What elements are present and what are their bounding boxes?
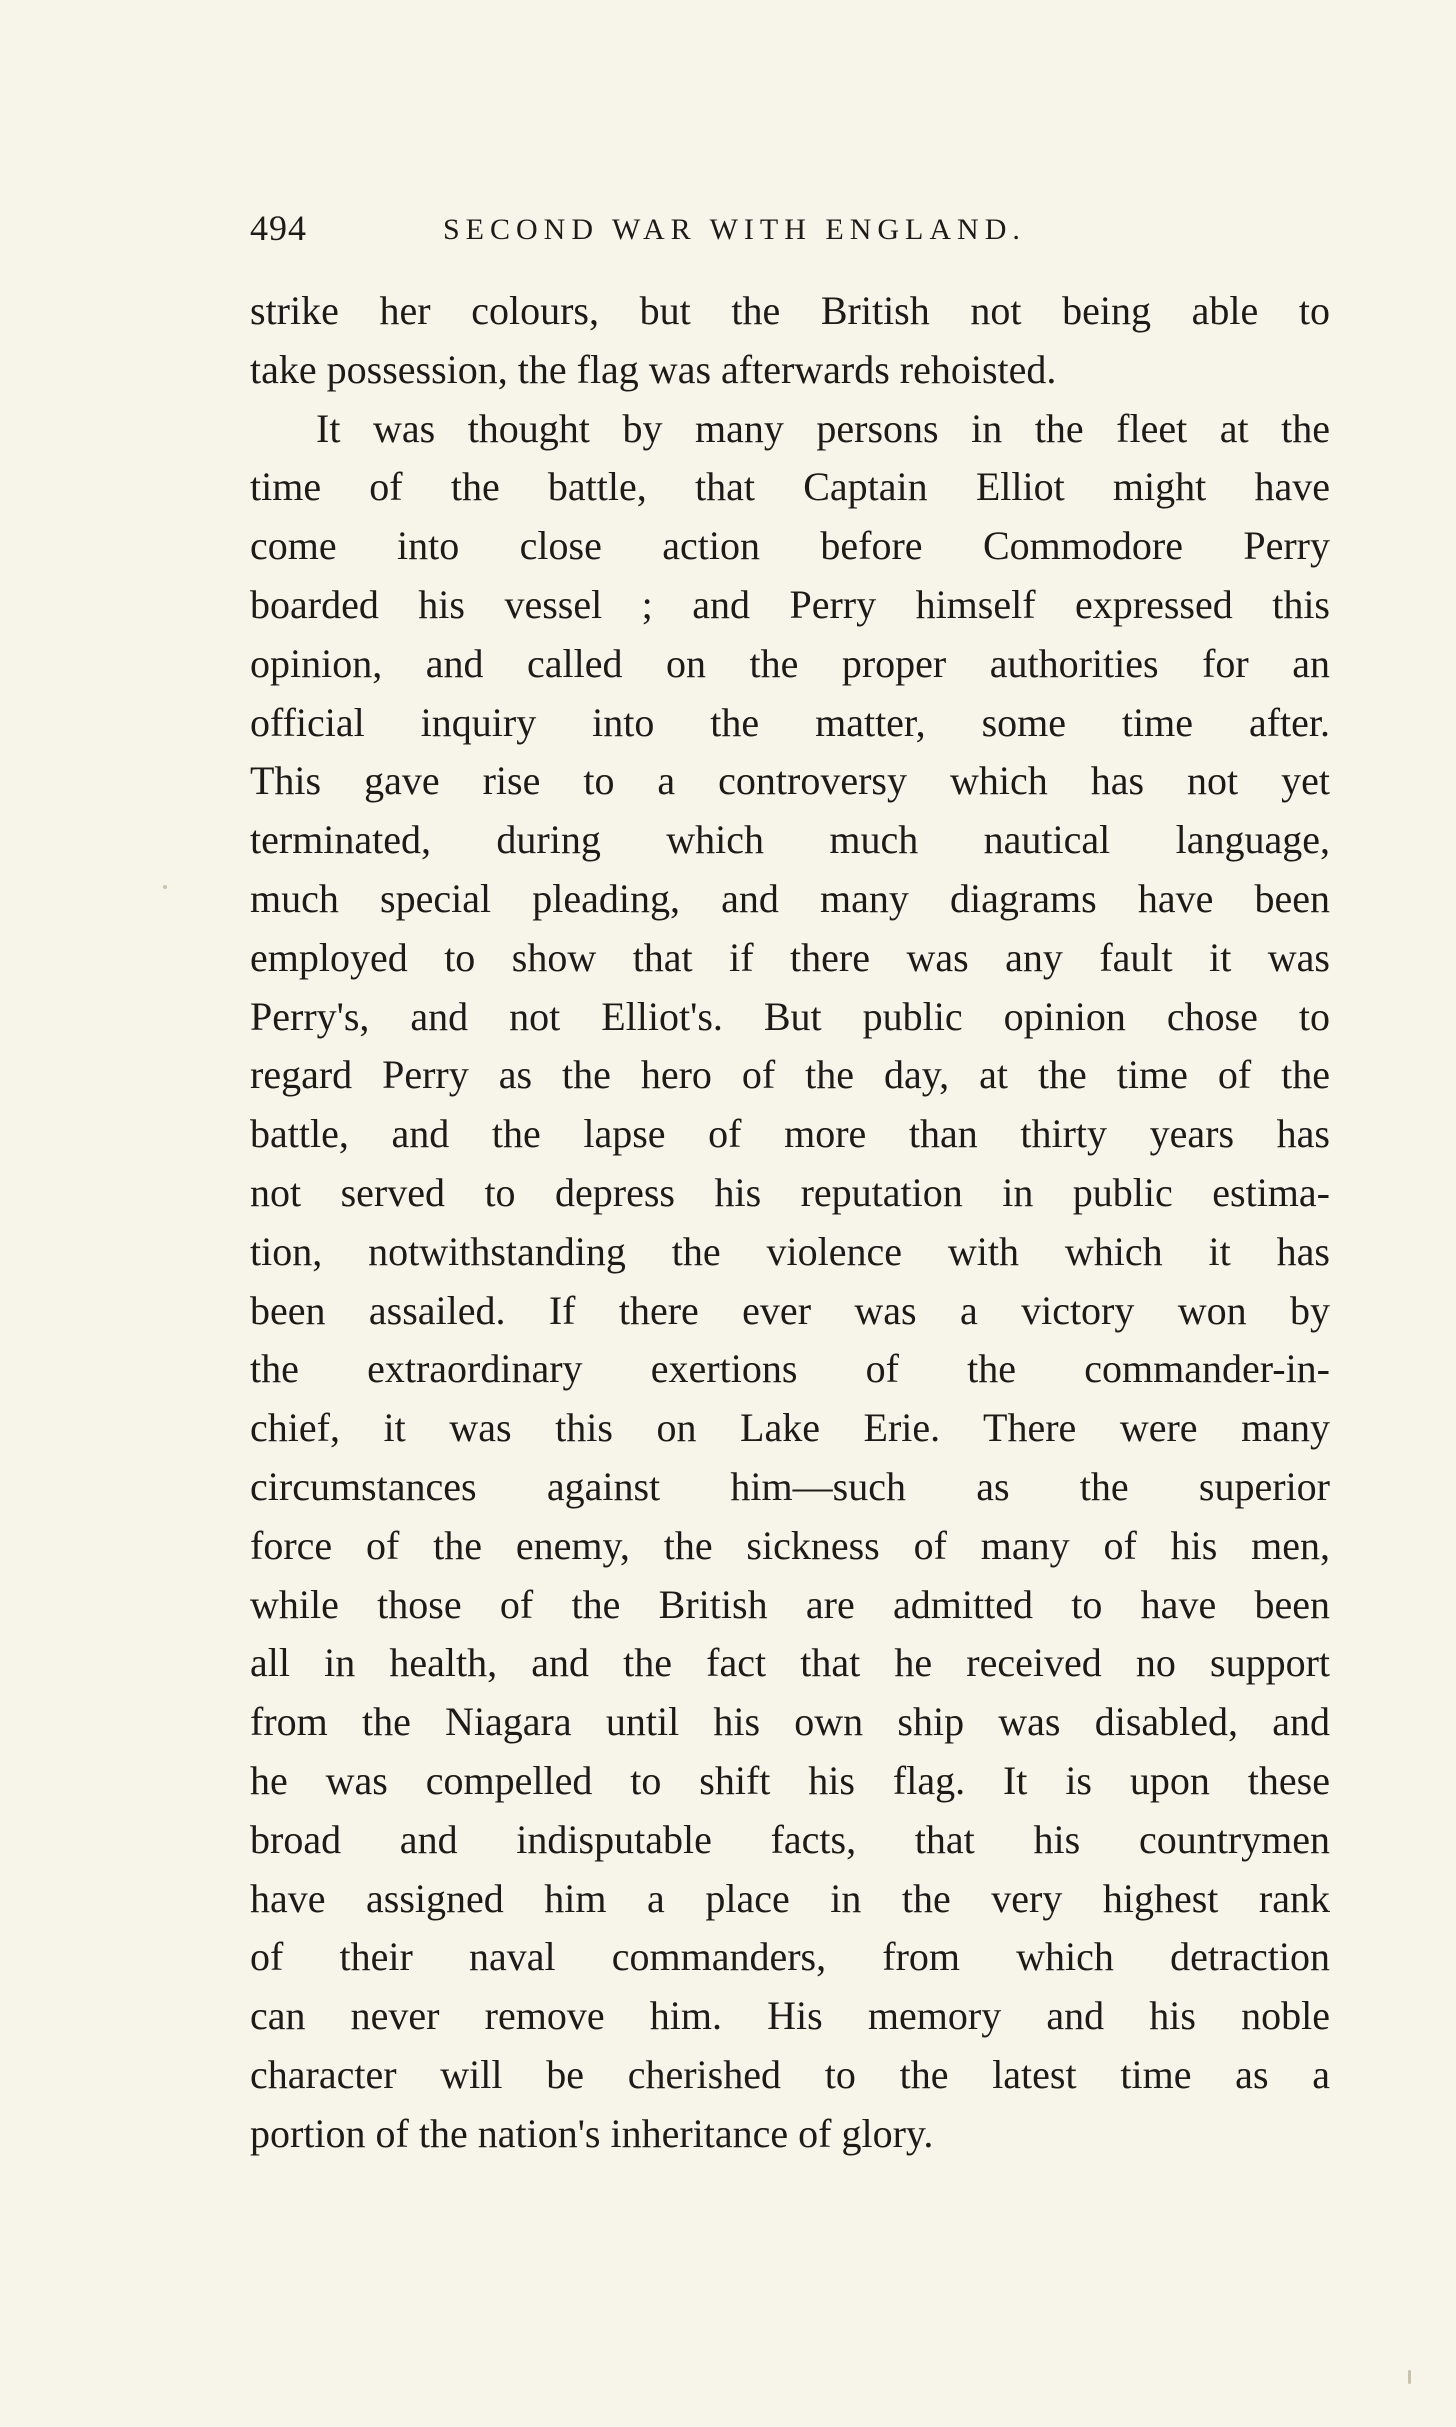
text-line: much special pleading, and many diagrams have been bbox=[250, 875, 1330, 921]
text-line: from the Niagara until his own ship was disabled, and bbox=[250, 1699, 1330, 1745]
text-line: of their naval commanders, from which detraction bbox=[250, 1934, 1330, 1980]
text-line: broad and indisputable facts, that his countrymen bbox=[250, 1816, 1330, 1862]
text-line: This gave rise to a controversy which has not yet bbox=[250, 758, 1330, 804]
text-line: have assigned him a place in the very highest rank bbox=[250, 1875, 1330, 1921]
text-line: chief, it was this on Lake Erie. There were many bbox=[250, 1405, 1330, 1451]
text-line: circumstances against him—such as the superior bbox=[250, 1463, 1330, 1509]
text-line: force of the enemy, the sickness of many of his men, bbox=[250, 1522, 1330, 1568]
body-text bbox=[250, 282, 1330, 2164]
text-line: while those of the British are admitted to have been bbox=[250, 1581, 1330, 1627]
text-line: battle, and the lapse of more than thirty years has bbox=[250, 1111, 1330, 1157]
text-line: time of the battle, that Captain Elliot might have bbox=[250, 464, 1330, 510]
text-line: come into close action before Commodore Perry bbox=[250, 523, 1330, 569]
paragraph bbox=[250, 282, 1330, 400]
text-line: he was compelled to shift his flag. It is upon these bbox=[250, 1757, 1330, 1803]
paper-speck bbox=[1408, 2370, 1411, 2384]
paragraph bbox=[250, 400, 1330, 2164]
text-line: Perry's, and not Elliot's. But public opinion chose to bbox=[250, 993, 1330, 1039]
text-line: employed to show that if there was any fault it was bbox=[250, 934, 1330, 980]
text-line: take possession, the flag was afterwards rehoisted. bbox=[250, 346, 1057, 392]
page-number: 494 bbox=[250, 208, 307, 248]
running-title: SECOND WAR WITH ENGLAND. bbox=[443, 213, 1026, 246]
text-line: all in health, and the fact that he received no support bbox=[250, 1640, 1330, 1686]
running-head bbox=[250, 204, 1330, 254]
text-line: opinion, and called on the proper authorities for an bbox=[250, 640, 1330, 686]
text-line: It was thought by many persons in the fleet at the bbox=[316, 405, 1330, 451]
text-line: official inquiry into the matter, some time after. bbox=[250, 699, 1330, 745]
text-line: can never remove him. His memory and his noble bbox=[250, 1993, 1330, 2039]
text-line: character will be cherished to the latest time as a bbox=[250, 2051, 1330, 2097]
text-line: not served to depress his reputation in public estima- bbox=[250, 1169, 1330, 1215]
paper-speck bbox=[163, 885, 167, 889]
text-line: regard Perry as the hero of the day, at the time of the bbox=[250, 1052, 1330, 1098]
text-line: tion, notwithstanding the violence with which it has bbox=[250, 1228, 1330, 1274]
text-line: the extraordinary exertions of the commander-in- bbox=[250, 1346, 1330, 1392]
text-line: been assailed. If there ever was a victory won by bbox=[250, 1287, 1330, 1333]
text-line: strike her colours, but the British not being able to bbox=[250, 288, 1330, 333]
text-line: terminated, during which much nautical language, bbox=[250, 817, 1330, 863]
text-line: boarded his vessel ; and Perry himself expressed this bbox=[250, 581, 1330, 627]
text-line: portion of the nation's inheritance of glory. bbox=[250, 2110, 934, 2156]
